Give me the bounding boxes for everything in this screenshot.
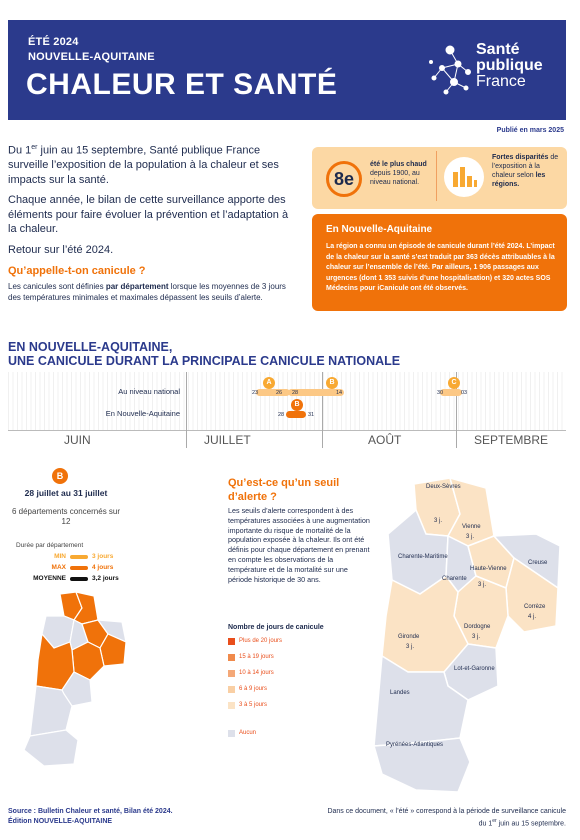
- disparities-text: Fortes disparités de l’exposition à la chaleur selon les régions.: [492, 154, 559, 188]
- stats-divider: [436, 151, 437, 201]
- spf-logo-icon: [428, 42, 474, 102]
- date-r-start: 28: [278, 412, 285, 418]
- date-r-end: 31: [308, 412, 315, 418]
- date-a-end: 26: [276, 390, 283, 396]
- timeline-title: EN NOUVELLE-AQUITAINE, UNE CANICULE DURANT LA PRINCIPALE CANICULE NATIONALE: [8, 340, 401, 368]
- mini-dept-pyrenees-atlantiques: [24, 730, 78, 766]
- episode-c-bar: [440, 389, 462, 396]
- published-date: Publié en mars 2025: [496, 127, 564, 134]
- timeline-band: [8, 372, 566, 430]
- rank-text: été le plus chaud depuis 1900, au niveau national.: [370, 161, 427, 186]
- episode-a-bar: [256, 389, 290, 396]
- page: ÉTÉ 2024 NOUVELLE-AQUITAINE CHALEUR ET SANTÉ Santé publique France Publié en mars 2025 Du 1er juin au 15 septembre, Santé publique France surveille l’exposition de la population à la chaleur et ses impacts sur la santé. Chaque année, le bilan de cette surveillance apporte des éléments pour faire évoluer la prévention et l’adaptation à la chaleur. Retour sur l’été 2024. Qu’appelle-t-on canicule ? Les canicules sont définies par département lorsque les moyennes de 3 jours des températures minimales et maximales dépassent les seuils d’alerte. 8e été le plus chaud depuis 1900, au niveau national. Fortes disparités de l’exposition à la chaleur selon les régions. En Nouvelle-Aquitaine La région a connu un épisode de canicule durant l’été 2024. L’impact de la chaleur sur la santé s’est traduit par 363 décès attribuables à la chaleur sur l’ensemble de l’été. Par ailleurs, 1 906 passages aux urgences (dont 1 353 suivis d’une hospitalisation) et 320 actes SOS Médecins pour iCanicule ont été observés. EN NOUVELLE-AQUITAINE, UNE CANICULE DURANT LA PRINCIPALE CANICULE NATIONALE JUIN JUILLET AOÛT SEPTEMBRE Au niveau national En Nouvelle-Aquitaine A B C 23 26 28 14 30 03 B 28 31 B 28 juillet au 31 juillet 6 départements concernés sur 12 Durée par département MIN 3 jours MAX 4 jours MOYENNE 3,2 jours Qu’est-ce qu’un seuil d’alerte ? Les seuils d’alerte correspondent à des températures associées à une augmentation importante du risque de mortalité de la population exposée à la chaleur. Ils ont été définis pour chaque département en prenant en compte les observations de la température et de la mortalité sur une période historique de 30 ans. Nombre de jours de canicule Plus de 20 jours 15 à 19 jours 10 à 14 jours 6 à 9 jours 3 à 5 jours Aucun Deux-Sèvres 3 j. Vienne 3 j. Charente-Maritime Charente Haute-Vienne 3 j. Creuse Corrèze 4 j. Dordogne 3 j. Gironde 3 j. Lot-et-Garonne Landes Pyrénées-Atlantiques Source : Bulletin Chaleur et santé, Bilan été 2024. Édition NOUVELLE-AQUITAINE Dans ce document, « l’été » correspond à la période de surveillance canicule du 1er juin au 15 septembre.: [0, 0, 580, 840]
- row-national-label: Au niveau national: [118, 387, 180, 396]
- month-aout: AOÛT: [368, 433, 402, 447]
- region-map: [368, 476, 568, 794]
- logo-text-1: Santé: [476, 41, 520, 58]
- date-c-start: 30: [437, 390, 444, 396]
- label-dordogne: Dordogne: [464, 624, 491, 630]
- mini-region-map: [16, 590, 134, 770]
- canicule-question: Qu’appelle-t-on canicule ?: [8, 265, 146, 277]
- footer-source: Source : Bulletin Chaleur et santé, Bilan été 2024. Édition NOUVELLE-AQUITAINE: [8, 808, 173, 825]
- region-episode-marker: B: [291, 399, 303, 411]
- episode-departments: 6 départements concernés sur 12: [11, 507, 121, 526]
- page-title: CHALEUR ET SANTÉ: [26, 68, 338, 101]
- episode-b-badge: B: [52, 468, 68, 484]
- region-summary-text: La région a connu un épisode de canicule durant l’été 2024. L’impact de la chaleur sur la santé s’est traduit par 363 décès attribuables à la chaleur sur l’ensemble de l’été. Par ailleurs, 1 906 passages aux urgences (dont 1 353 suivis d’une hospitalisation) et 320 actes SOS Médecins pour iCanicule ont été observés.: [326, 243, 555, 292]
- rank-badge: 8e: [326, 161, 362, 197]
- seuil-question: Qu’est-ce qu’un seuil d’alerte ?: [228, 477, 340, 503]
- logo-text-3: France: [476, 73, 526, 90]
- legend-title: Nombre de jours de canicule: [228, 624, 324, 631]
- label-gironde-days: 3 j.: [406, 644, 415, 650]
- month-divider: [322, 372, 323, 448]
- region-label: NOUVELLE-AQUITAINE: [28, 51, 155, 63]
- region-episode-bar: [286, 411, 306, 418]
- canicule-definition: Les canicules sont définies par département lorsque les moyennes de 3 jours des températures minimales et maximales dépassent les seuils d’alerte.: [8, 282, 286, 302]
- date-b-end: 14: [336, 390, 343, 396]
- label-charente-maritime: Charente-Maritime: [398, 554, 448, 560]
- label-creuse: Creuse: [528, 560, 548, 566]
- label-haute-vienne: Haute-Vienne: [470, 566, 507, 572]
- label-deux-sevres-days: 3 j.: [434, 518, 443, 524]
- intro-text: [8, 141, 293, 263]
- date-a-start: 23: [252, 390, 259, 396]
- spf-logo: [428, 36, 558, 106]
- region-summary-box: [312, 214, 567, 311]
- episode-b-marker: B: [326, 377, 338, 389]
- row-region-label: En Nouvelle-Aquitaine: [105, 409, 180, 418]
- label-deux-sevres: Deux-Sèvres: [426, 484, 461, 490]
- logo-text-2: publique: [476, 57, 543, 74]
- month-septembre: SEPTEMBRE: [474, 433, 549, 447]
- bar-chart-icon: [444, 157, 484, 197]
- episode-dates: 28 juillet au 31 juillet: [24, 488, 108, 498]
- label-charente: Charente: [442, 576, 467, 582]
- intro-paragraph-3: Retour sur l’été 2024.: [8, 243, 114, 256]
- seuil-definition: Les seuils d’alerte correspondent à des températures associées à une augmentation importante du risque de mortalité de la population exposée à la chaleur. Ils ont été définis pour chaque département en prenant en compte les observations de la température et de la mortalité sur une période historique de 30 ans.: [228, 506, 370, 584]
- date-c-end: 03: [461, 390, 468, 396]
- dept-gironde: [382, 576, 468, 672]
- episode-c-marker: C: [448, 377, 460, 389]
- label-vienne-days: 3 j.: [466, 534, 475, 540]
- region-summary-title: En Nouvelle-Aquitaine: [326, 224, 433, 235]
- label-gironde: Gironde: [398, 634, 420, 640]
- footer-note: Dans ce document, « l’été » correspond à la période de surveillance canicule du 1er juin au 15 septembre.: [327, 808, 566, 827]
- label-dordogne-days: 3 j.: [472, 634, 481, 640]
- label-lot-et-garonne: Lot-et-Garonne: [454, 666, 495, 672]
- label-landes: Landes: [390, 690, 410, 696]
- month-juin: JUIN: [64, 433, 91, 447]
- date-b-start: 28: [292, 390, 299, 396]
- intro-paragraph-2: Chaque année, le bilan de cette surveillance apporte des éléments pour faire évoluer la prévention et l’adaptation à la chaleur.: [8, 194, 289, 236]
- month-divider: [186, 372, 187, 448]
- label-correze-days: 4 j.: [528, 614, 537, 620]
- label-correze: Corrèze: [524, 604, 546, 610]
- episode-a-marker: A: [263, 377, 275, 389]
- duration-title: Durée par département: [16, 542, 84, 549]
- label-vienne: Vienne: [462, 524, 481, 530]
- season-label: ÉTÉ 2024: [28, 36, 79, 48]
- label-haute-vienne-days: 3 j.: [478, 582, 487, 588]
- label-pyrenees-atlantiques: Pyrénées-Atlantiques: [386, 742, 444, 748]
- header-banner: [8, 20, 566, 120]
- month-juillet: JUILLET: [204, 433, 251, 447]
- intro-paragraph-1: Du 1er juin au 15 septembre, Santé publique France surveille l’exposition de la population à la chaleur et ses impacts sur la santé.: [8, 144, 279, 186]
